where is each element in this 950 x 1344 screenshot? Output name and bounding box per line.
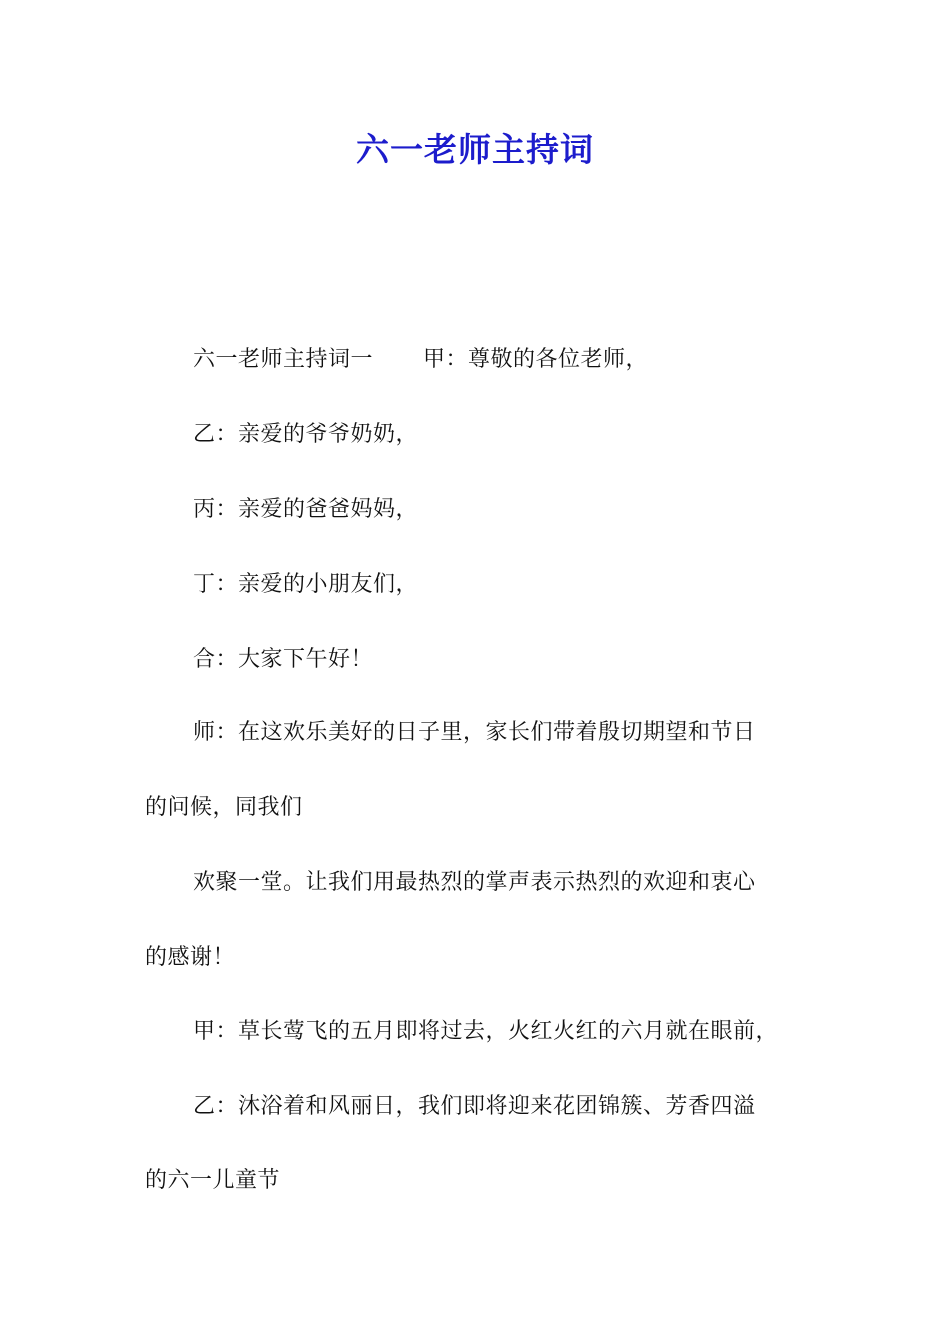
line-jia-june: 甲：草长莺飞的五月即将过去，火红火红的六月就在眼前，: [193, 1019, 779, 1044]
line-yi-greeting: 乙：亲爱的爷爷奶奶，: [193, 422, 419, 447]
paragraph-yi-line-2: 的六一儿童节: [145, 1168, 281, 1193]
paragraph-welcome-line-2: 的感谢！: [145, 945, 236, 970]
section-heading: 六一老师主持词一: [193, 347, 374, 372]
line-bing-greeting: 丙：亲爱的爸爸妈妈，: [193, 497, 419, 522]
document-title: 六一老师主持词: [356, 130, 594, 169]
paragraph-yi-line-1: 乙：沐浴着和风丽日，我们即将迎来花团锦簇、芳香四溢: [193, 1094, 756, 1119]
paragraph-shi-line-1: 师：在这欢乐美好的日子里，家长们带着殷切期望和节日: [193, 720, 756, 745]
paragraph-welcome-line-1: 欢聚一堂。让我们用最热烈的掌声表示热烈的欢迎和衷心: [193, 870, 756, 895]
paragraph-shi-line-2: 的问候，同我们: [145, 795, 303, 820]
line-ding-greeting: 丁：亲爱的小朋友们，: [193, 572, 419, 597]
line-he-greeting: 合：大家下午好！: [193, 647, 374, 672]
line-jia-greeting: 甲：尊敬的各位老师，: [423, 347, 649, 372]
paragraph-1: [193, 345, 648, 375]
